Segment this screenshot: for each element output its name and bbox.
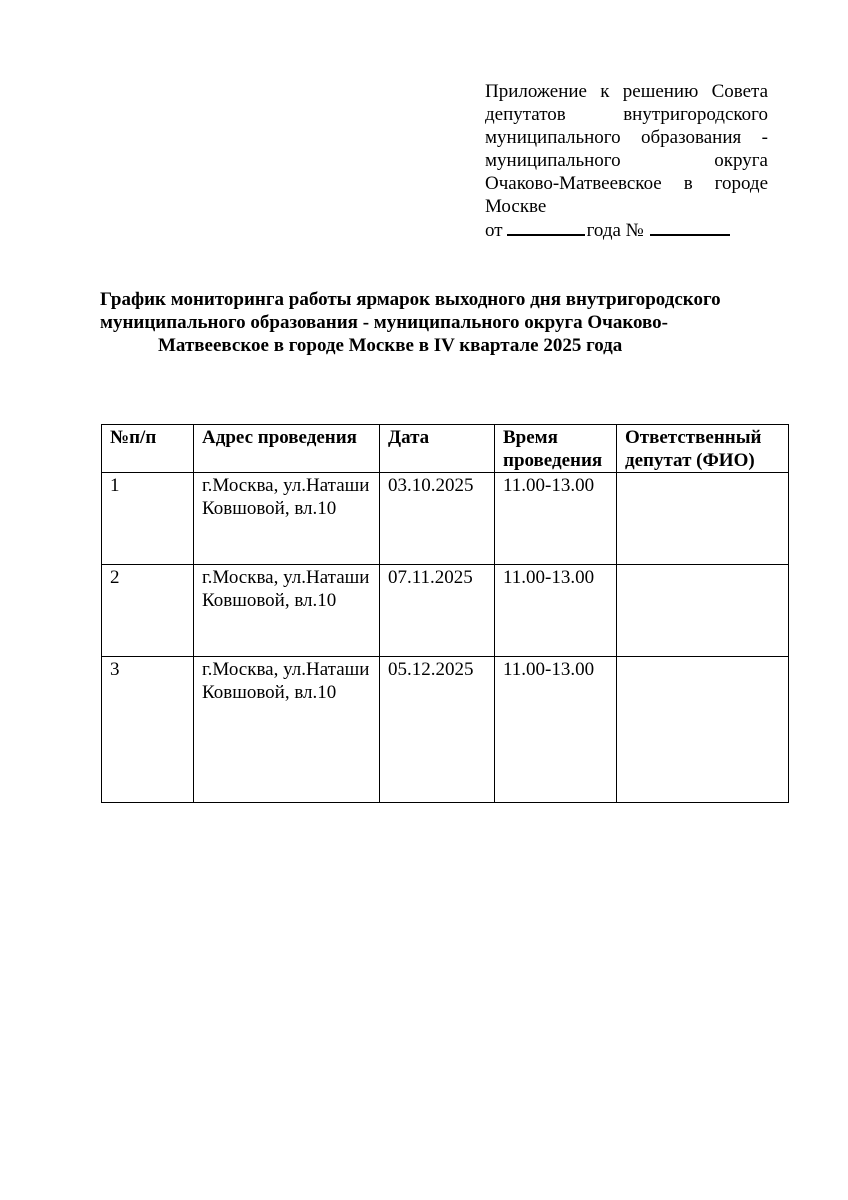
title-line-1: График мониторинга работы ярмарок выходного дня внутригородского	[100, 289, 721, 310]
cell-time: 11.00-13.00	[495, 565, 617, 657]
appendix-line-1: Приложение к решению Совета	[485, 81, 768, 102]
cell-date: 05.12.2025	[380, 657, 495, 803]
cell-number: 2	[102, 565, 194, 657]
appendix-line-2: депутатов внутригородского	[485, 104, 768, 125]
title-line-3: Матвеевское в городе Москве в IV квартале 2025 года	[158, 335, 623, 356]
date-blank	[507, 218, 585, 236]
table-row	[102, 565, 789, 657]
table-row	[102, 473, 789, 565]
cell-date: 03.10.2025	[380, 473, 495, 565]
cell-deputy	[617, 565, 789, 657]
number-blank	[650, 218, 730, 236]
appendix-line-5: Очаково-Матвеевское в городе	[485, 173, 768, 194]
ref-from-label: от	[485, 220, 503, 241]
cell-address: г.Москва, ул.Наташи Ковшовой, вл.10	[194, 565, 380, 657]
cell-time: 11.00-13.00	[495, 657, 617, 803]
header-address: Адрес проведения	[194, 425, 380, 473]
document-title	[100, 288, 800, 357]
cell-deputy	[617, 473, 789, 565]
header-number: №п/п	[102, 425, 194, 473]
ref-year-label: года №	[586, 220, 644, 241]
cell-number: 3	[102, 657, 194, 803]
title-line-2: муниципального образования - муниципального округа Очаково-	[100, 312, 669, 333]
header-time: Время проведения	[495, 425, 617, 473]
schedule-table	[101, 424, 789, 803]
appendix-line-4: муниципального округа	[485, 150, 768, 171]
cell-date: 07.11.2025	[380, 565, 495, 657]
cell-address: г.Москва, ул.Наташи Ковшовой, вл.10	[194, 657, 380, 803]
cell-deputy	[617, 657, 789, 803]
appendix-block	[485, 80, 768, 242]
appendix-line-6: Москве	[485, 196, 547, 217]
appendix-line-3: муниципального образования -	[485, 127, 768, 148]
decision-reference	[485, 218, 768, 242]
header-date: Дата	[380, 425, 495, 473]
cell-time: 11.00-13.00	[495, 473, 617, 565]
cell-address: г.Москва, ул.Наташи Ковшовой, вл.10	[194, 473, 380, 565]
table-row	[102, 657, 789, 803]
table-header-row	[102, 425, 789, 473]
cell-number: 1	[102, 473, 194, 565]
header-deputy: Ответственный депутат (ФИО)	[617, 425, 789, 473]
